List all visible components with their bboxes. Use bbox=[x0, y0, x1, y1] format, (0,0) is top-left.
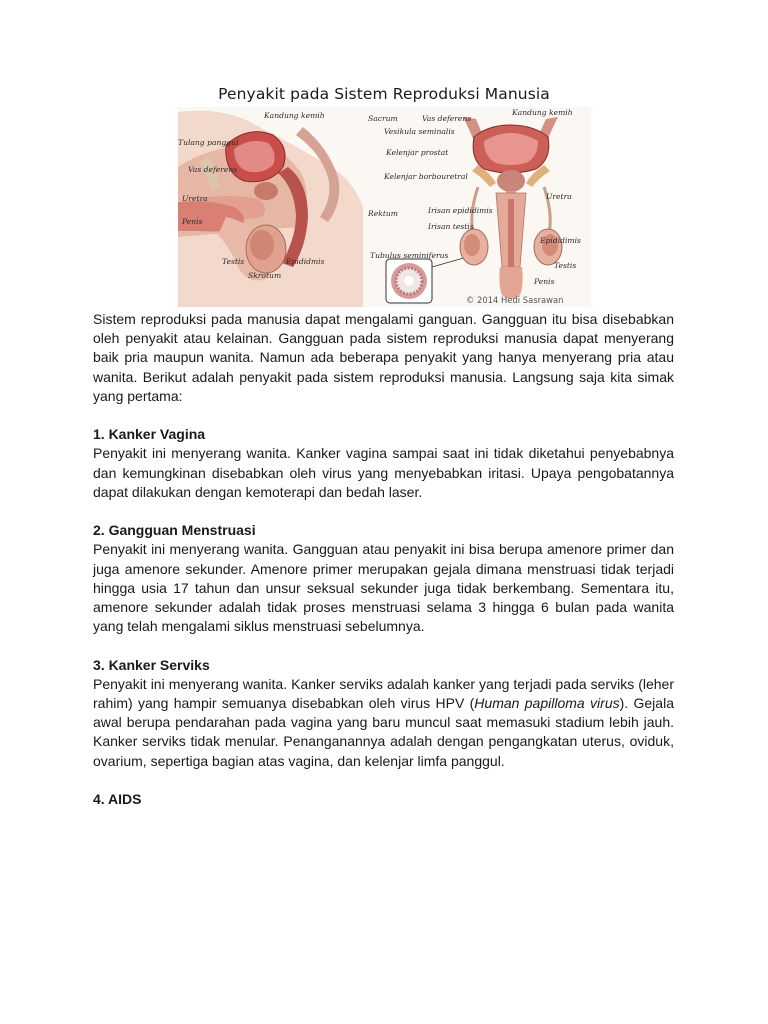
label-kelenjar-prostat: Kelenjar prostat bbox=[386, 148, 449, 157]
label-vas-deferens-left: Vas deferens bbox=[188, 165, 238, 174]
article-body bbox=[93, 310, 674, 809]
label-testis-left: Testis bbox=[222, 257, 245, 266]
label-irisan-epididimis: Irisan epididimis bbox=[428, 206, 493, 215]
italic-term: Human papilloma virus bbox=[474, 695, 620, 712]
section-kanker-serviks bbox=[93, 656, 674, 771]
label-epididimis-right: Epididimis bbox=[540, 236, 581, 245]
label-penis-right: Penis bbox=[534, 277, 555, 286]
section-aids bbox=[93, 790, 674, 809]
section-kanker-vagina bbox=[93, 425, 674, 502]
document-title: Penyakit pada Sistem Reproduksi Manusia bbox=[218, 85, 550, 103]
intro-paragraph: Sistem reproduksi pada manusia dapat mengalami ganguan. Gangguan itu bisa disebabkan oleh penyakit atau kelainan. Gangguan pada sistem reproduksi manusia dapat menyerang baik pria maupun wanita. Namun ada beberapa penyakit yang hanya menyerang pria atau wanita. Berikut adalah penyakit pada sistem reproduksi manusia. Langsung saja kita simak yang pertama: bbox=[93, 311, 674, 404]
label-epididimis-left: Epididmis bbox=[286, 257, 325, 266]
copyright-watermark: © 2014 Hedi Sasrawan bbox=[466, 295, 564, 305]
section-gangguan-menstruasi bbox=[93, 521, 674, 636]
label-kandung-kemih-right: Kandung kemih bbox=[512, 108, 573, 117]
section-heading: 3. Kanker Serviks bbox=[93, 656, 210, 673]
section-paragraph bbox=[93, 675, 674, 771]
paragraph-text: Penyakit ini menyerang wanita. Kanker serviks adalah kanker yang terjadi pada serviks (leher rahim) yang hampir semuanya disebabkan oleh virus HPV ( bbox=[93, 675, 674, 712]
section-heading: 2. Gangguan Menstruasi bbox=[93, 522, 256, 539]
reproductive-system-illustration bbox=[178, 107, 591, 307]
label-uretra-right: Uretra bbox=[546, 192, 572, 201]
section-heading: 4. AIDS bbox=[93, 791, 142, 808]
label-tulang-panggul: Tulang panggul bbox=[178, 138, 239, 147]
label-tubulus-seminiferus: Tubulus seminiferus bbox=[370, 251, 449, 260]
label-vesikula-seminalis: Vesikula seminalis bbox=[384, 127, 455, 136]
label-penis-left: Penis bbox=[182, 217, 203, 226]
label-kandung-kemih-left: Kandung kemih bbox=[264, 111, 325, 120]
label-irisan-testis: Irisan testis bbox=[428, 222, 474, 231]
section-heading: 1. Kanker Vagina bbox=[93, 426, 206, 443]
paragraph-text: ). Gejala awal berupa pendarahan pada vagina yang baru muncul saat memasuki stadium lebih jauh. Kanker serviks tidak menular. Penanganannya adalah dengan pengangkatan uterus, oviduk, ovarium, sepertiga bagian atas vagina, dan kelenjar limfa panggul. bbox=[93, 695, 674, 769]
section-paragraph: Penyakit ini menyerang wanita. Gangguan atau penyakit ini bisa berupa amenore primer dan juga amenore sekunder. Amenore primer merupakan gejala dimana menstruasi tidak terjadi hingga usia 17 tahun dan unsur seksual sekunder juga tidak berkembang. Sementara itu, amenore sekunder adalah tidak proses menstruasi selama 3 hingga 6 bulan pada wanita yang telah mengalami siklus menstruasi sebelumnya. bbox=[93, 541, 674, 635]
label-kelenjar-borbouretral: Kelenjar borbouretral bbox=[384, 172, 468, 181]
label-testis-right: Testis bbox=[554, 261, 577, 270]
label-rektum: Rektum bbox=[368, 209, 398, 218]
section-paragraph: Penyakit ini menyerang wanita. Kanker vagina sampai saat ini tidak diketahui penyebabnya dan kemungkinan disebabkan oleh virus yang menyebabkan iritasi. Upaya pengobatannya dapat dilakukan dengan kemoterapi dan bedah laser. bbox=[93, 445, 674, 500]
label-skrotum: Skrotum bbox=[248, 271, 282, 280]
label-sacrum: Sacrum bbox=[368, 114, 398, 123]
label-vas-deferens-right: Vas deferens bbox=[422, 114, 472, 123]
label-uretra-left: Uretra bbox=[182, 194, 208, 203]
